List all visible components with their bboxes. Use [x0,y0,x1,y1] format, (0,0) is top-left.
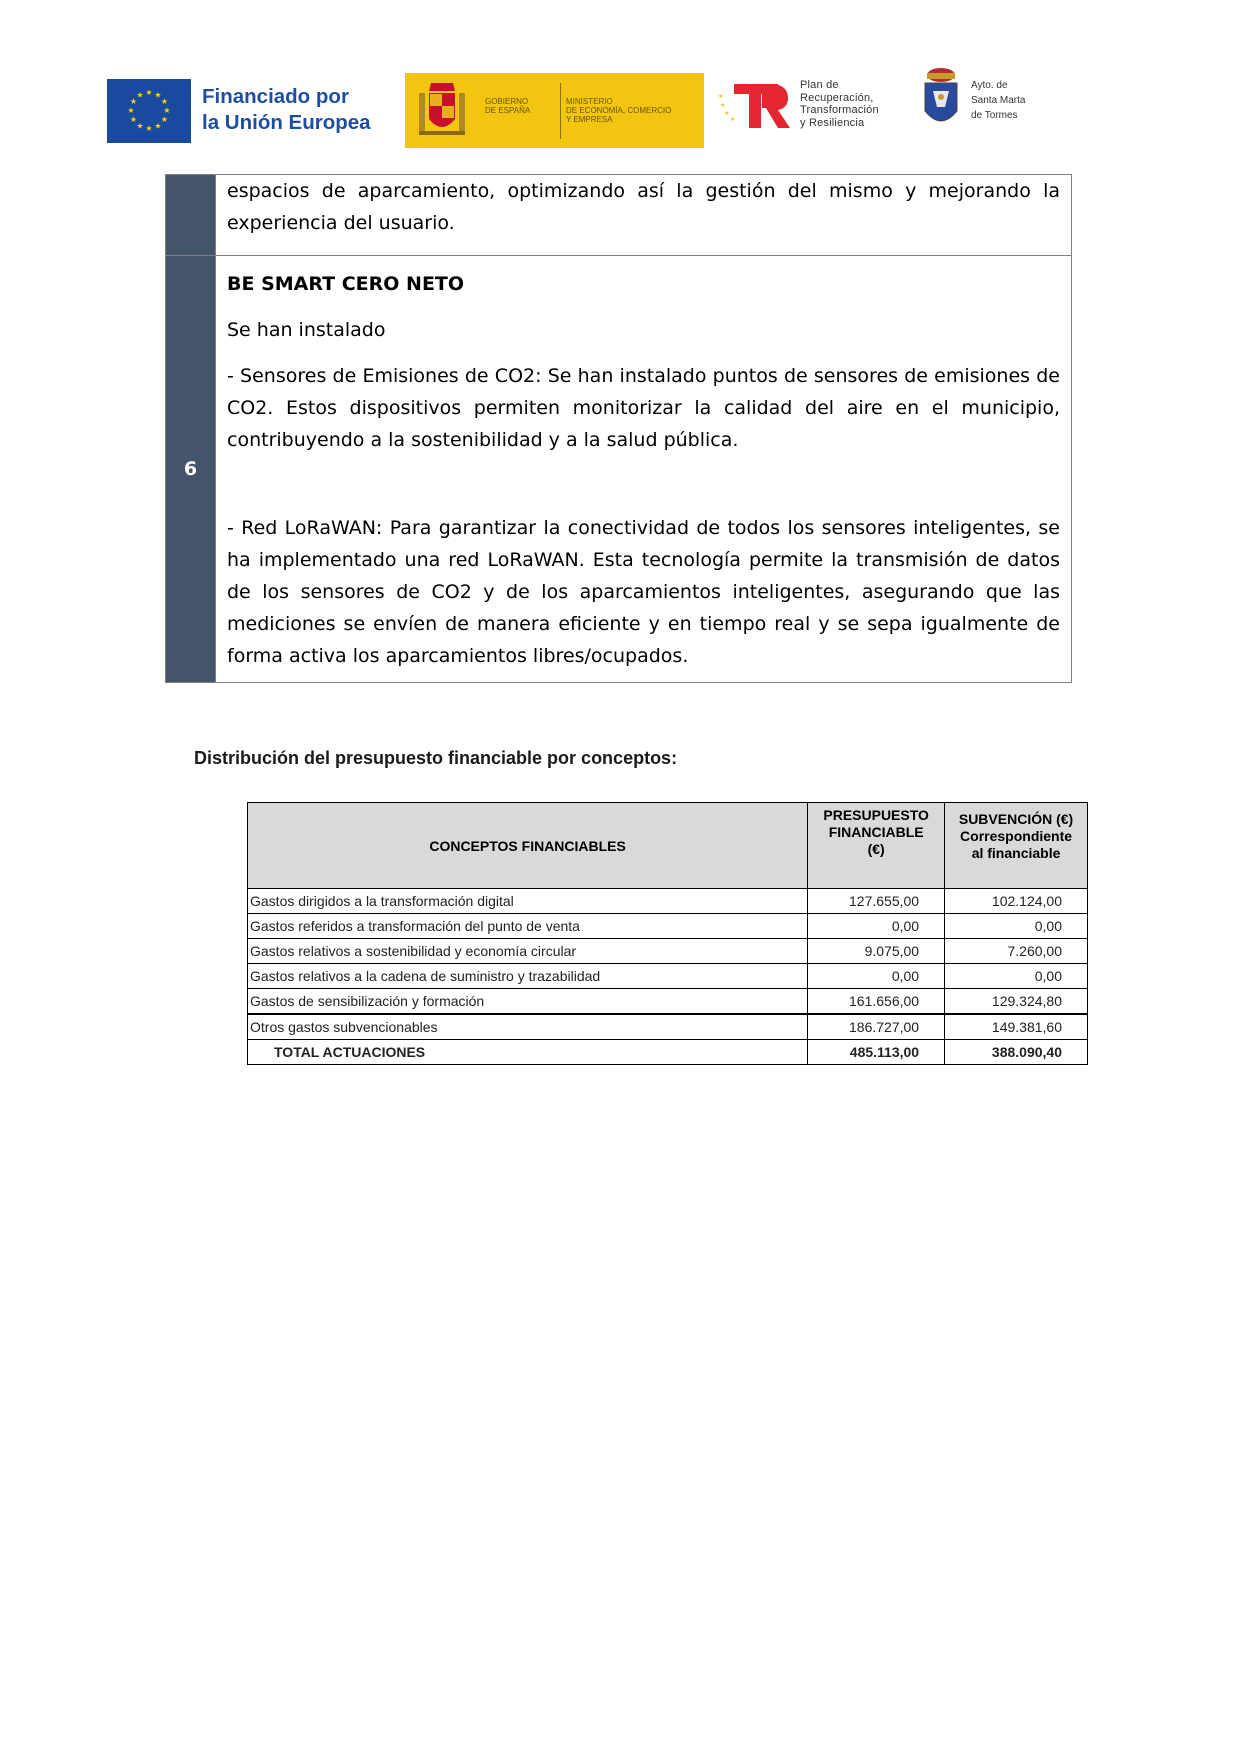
ministerio-line-3: Y EMPRESA [566,115,613,124]
header-presupuesto-line: FINANCIABLE [828,824,924,840]
spain-coat-of-arms-icon [417,79,467,141]
presupuesto-cell: 127.655,00 [808,889,945,914]
total-presupuesto: 485.113,00 [808,1040,945,1065]
svg-text:★: ★ [160,97,169,106]
concept-cell: Otros gastos subvencionables [248,1014,808,1040]
action-intro: Se han instalado [227,319,386,341]
total-subvencion: 388.090,40 [945,1040,1088,1065]
table-row [248,939,1088,964]
ministerio-text [566,97,671,124]
header-subvencion-line: SUBVENCIÓN (€) [958,811,1074,827]
total-label: TOTAL ACTUACIONES [248,1040,808,1065]
eu-funding-text [202,84,371,136]
svg-text:★: ★ [129,97,138,106]
prtr-text [800,79,879,129]
svg-text:★: ★ [145,88,153,97]
actions-table [165,174,1072,683]
concept-cell: Gastos de sensibilización y formación [248,989,808,1015]
subvencion-cell: 7.260,00 [945,939,1088,964]
budget-table [247,802,1088,1065]
header-subvencion-line: al financiable [971,845,1061,861]
subvencion-cell: 149.381,60 [945,1014,1088,1040]
svg-text:★: ★ [730,116,736,123]
header-concepts: CONCEPTOS FINANCIABLES [248,803,808,889]
row-description-cell [216,175,1072,256]
header-presupuesto [808,803,945,889]
svg-text:★: ★ [163,106,171,115]
header-presupuesto-line: PRESUPUESTO [823,807,929,823]
concept-cell: Gastos referidos a transformación del punto de venta [248,914,808,939]
table-row [248,889,1088,914]
svg-text:★: ★ [718,93,724,100]
subvencion-cell: 0,00 [945,914,1088,939]
header-logos [0,62,1240,158]
santa-marta-coat-of-arms-icon [921,67,961,131]
header-presupuesto-line: (€) [867,841,885,857]
ayto-line-3: de Tormes [971,110,1018,121]
gobierno-text [485,97,530,115]
total-row [248,1040,1088,1065]
svg-text:★: ★ [154,121,162,131]
description-line: experiencia del usuario. [227,212,455,234]
table-row [248,989,1088,1015]
presupuesto-cell: 161.656,00 [808,989,945,1015]
prtr-line-4: y Resiliencia [800,116,865,129]
presupuesto-cell: 186.727,00 [808,1014,945,1040]
gobierno-ministerio-logo [405,73,704,148]
co2-sensors-paragraph: - Sensores de Emisiones de CO2: Se han instalado puntos de sensores de emisiones de CO2. Estos dispositivos permiten monitorizar la calidad del aire en el municipio, contribuyendo a la sostenibilidad y a la salud pública. [227,365,1060,451]
description-line: espacios de aparcamiento, optimizando así la gestión del mismo y mejorando la [227,180,1060,202]
presupuesto-cell: 0,00 [808,964,945,989]
eu-line-1: Financiado por [202,85,349,108]
svg-text:★: ★ [136,121,144,131]
prtr-line-3: Transformación [800,104,879,116]
ministerio-line-2: DE ECONOMÍA, COMERCIO [566,106,672,115]
prtr-line-1: Plan de [800,79,839,91]
concept-cell: Gastos relativos a sostenibilidad y economía circular [248,939,808,964]
row-number-cell [166,175,216,256]
presupuesto-cell: 9.075,00 [808,939,945,964]
subvencion-cell: 129.324,80 [945,989,1088,1015]
subvencion-cell: 102.124,00 [945,889,1088,914]
header-subvencion-line: Correspondiente [960,828,1073,844]
concept-cell: Gastos relativos a la cadena de suministro y trazabilidad [248,964,808,989]
lorawan-paragraph: - Red LoRaWAN: Para garantizar la conectividad de todos los sensores inteligentes, se ha implementado una red LoRaWAN. Esta tecnología permite la transmisión de datos de los sensores de CO2 y de los aparcamientos inteligentes, asegurando que las mediciones se envíen de manera eficiente y en tiempo real y se sepa igualmente de forma activa los aparcamientos libres/ocupados. [227,517,1060,667]
ayto-line-2: Santa Marta [971,95,1026,106]
ministerio-line-1: MINISTERIO [566,97,613,106]
subvencion-cell: 0,00 [945,964,1088,989]
table-row [166,256,1072,683]
table-row [248,914,1088,939]
svg-text:★: ★ [145,124,153,133]
table-row [248,1014,1088,1040]
svg-text:★: ★ [154,90,162,100]
gobierno-line-1: GOBIERNO [485,97,529,106]
svg-text:★: ★ [127,106,135,115]
ayto-line-1: Ayto. de [971,80,1008,91]
section-heading: Distribución del presupuesto financiable por conceptos: [194,748,678,768]
action-title: BE SMART CERO NETO [227,273,465,295]
budget-header-row [248,803,1088,889]
table-row [166,175,1072,256]
prtr-logo-icon [716,74,792,134]
row-description-cell [216,256,1072,683]
svg-text:★: ★ [160,115,169,124]
gobierno-line-2: DE ESPAÑA [485,106,531,115]
header-subvencion [945,803,1088,889]
svg-text:★: ★ [136,90,144,100]
table-row [248,964,1088,989]
svg-text:★: ★ [720,102,726,109]
concept-cell: Gastos dirigidos a la transformación digital [248,889,808,914]
eu-flag-icon [107,79,191,143]
eu-line-2: la Unión Europea [202,111,371,134]
svg-text:★: ★ [129,115,138,124]
row-number-cell: 6 [166,256,216,683]
prtr-line-2: Recuperación, [800,91,874,104]
logo-divider [560,83,561,139]
presupuesto-cell: 0,00 [808,914,945,939]
ayto-text [971,78,1025,123]
svg-text:★: ★ [724,110,730,117]
